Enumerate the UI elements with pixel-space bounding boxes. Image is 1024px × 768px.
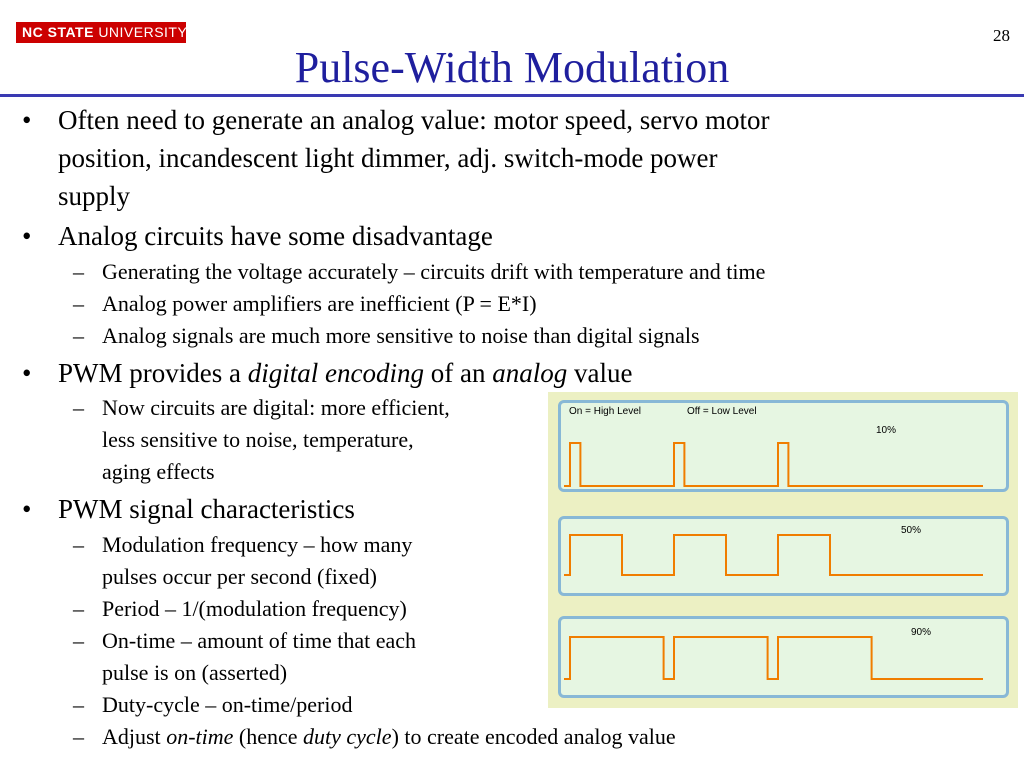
bullet-4-sub-1-line-1: Modulation frequency – how many [102, 532, 413, 557]
bullet-2-sub-1: Generating the voltage accurately – circuits drift with temperature and time [102, 259, 766, 284]
bullet-3-pre: PWM provides a [58, 358, 248, 388]
bullet-4-sub-3-line-1: On-time – amount of time that each [102, 628, 417, 653]
duty-label-90: 90% [911, 627, 932, 638]
bullet-2-sub-3: Analog signals are much more sensitive to noise than digital signals [102, 323, 700, 348]
sub-bullet-marker: – [73, 259, 84, 284]
bullet-3-sub-line-3: aging effects [102, 459, 215, 484]
bullet-3-text [58, 354, 632, 392]
duty-label-50: 50% [901, 525, 922, 536]
off-label: Off = Low Level [687, 406, 757, 417]
sub-bullet-marker: – [73, 692, 84, 717]
bullet-marker: • [22, 221, 32, 251]
pwm-panel-90 [558, 616, 1009, 698]
bullet-3-post: value [567, 358, 633, 388]
bullet-3-mid: of an [423, 358, 493, 388]
bullet-marker: • [22, 494, 32, 524]
pwm-wave-10 [561, 403, 1006, 489]
bullet-2-sub-2: Analog power amplifiers are inefficient (P = E*I) [102, 291, 537, 316]
logo-bold-text: NC STATE [22, 24, 94, 40]
bullet-4-sub-5-em-on-time: on-time [166, 724, 234, 749]
bullet-3-sub-line-2: less sensitive to noise, temperature, [102, 427, 414, 452]
bullet-4-sub-5-pre: Adjust [102, 724, 167, 749]
pwm-panel-50 [558, 516, 1009, 596]
bullet-1-line-1: Often need to generate an analog value: motor speed, servo motor [58, 105, 770, 135]
pwm-wave-90 [561, 619, 1006, 695]
sub-bullet-marker: – [73, 395, 84, 420]
bullet-4-sub-4: Duty-cycle – on-time/period [102, 692, 353, 717]
bullet-1-line-3: supply [58, 181, 131, 211]
sub-bullet-marker: – [73, 291, 84, 316]
bullet-4-text: PWM signal characteristics [58, 494, 355, 524]
sub-bullet-marker: – [73, 323, 84, 348]
page-number: 28 [993, 26, 1010, 45]
pwm-waveform-line [564, 637, 983, 679]
bullet-4-sub-5-mid: (hence [233, 724, 304, 749]
pwm-wave-50 [561, 519, 1006, 593]
sub-bullet-marker: – [73, 724, 84, 749]
bullet-4-sub-5-em-duty-cycle: duty cycle [303, 724, 392, 749]
bullet-4-sub-5-post: ) to create encoded analog value [391, 724, 676, 749]
title-divider [0, 94, 1024, 97]
pwm-waveform-figure [548, 392, 1018, 708]
bullet-3-em-digital-encoding: digital encoding [247, 358, 424, 388]
sub-bullet-marker: – [73, 532, 84, 557]
bullet-4-sub-5 [102, 721, 676, 753]
pwm-waveform-line [564, 443, 983, 486]
pwm-panel-10 [558, 400, 1009, 492]
bullet-1-line-2: position, incandescent light dimmer, adj. switch-mode power [58, 143, 718, 173]
bullet-marker: • [22, 105, 32, 135]
on-label: On = High Level [569, 406, 641, 417]
bullet-marker: • [22, 358, 32, 388]
bullet-3-sub-line-1: Now circuits are digital: more efficient, [102, 395, 450, 420]
pwm-waveform-line [564, 535, 983, 575]
sub-bullet-marker: – [73, 596, 84, 621]
logo-light-text: UNIVERSITY [98, 24, 188, 40]
sub-bullet-marker: – [73, 628, 84, 653]
bullet-4-sub-3-line-2: pulse is on (asserted) [102, 660, 288, 685]
bullet-3-em-analog: analog [492, 358, 568, 388]
duty-label-10: 10% [876, 425, 897, 436]
bullet-4-sub-2: Period – 1/(modulation frequency) [102, 596, 407, 621]
bullet-4-sub-1-line-2: pulses occur per second (fixed) [102, 564, 377, 589]
bullet-2-text: Analog circuits have some disadvantage [58, 221, 493, 251]
slide-title: Pulse-Width Modulation [294, 43, 730, 92]
